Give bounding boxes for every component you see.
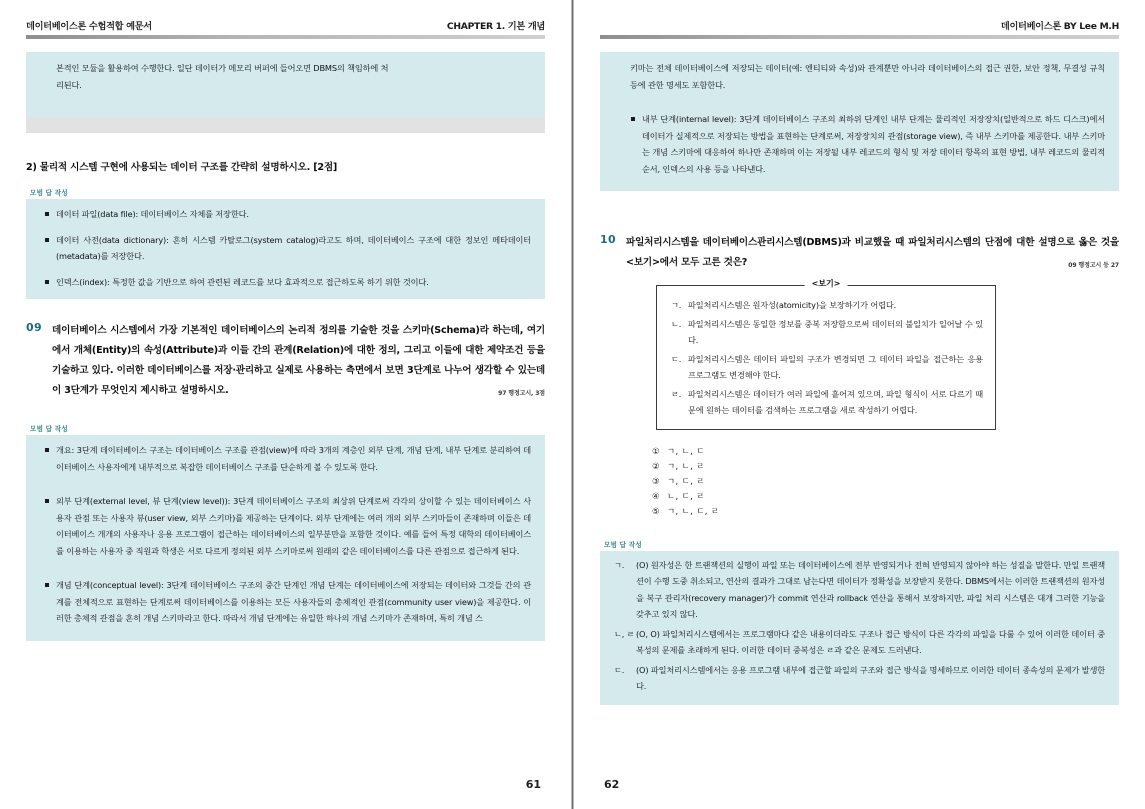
continued-line-2: 리된다. bbox=[56, 79, 82, 90]
square-bullet-icon bbox=[45, 583, 49, 587]
commentary-item-text: (O, O) 파일처리시스템에서는 프로그램마다 같은 내용이더라도 구조나 접근 방식이 다른 각각의 파일을 다룰 수 있어 이러한 데이터 중복성의 문제를 초래하게 된다. 이러한 데이터 중복성은 ㄹ과 같은 문제도 드러낸다. bbox=[636, 628, 1105, 655]
commentary-label: 모범 답 작성 bbox=[604, 540, 642, 549]
bogi-item-text: 파일처리시스템은 원자성(atomicity)을 보장하기가 어렵다. bbox=[688, 300, 897, 310]
choice-option[interactable] bbox=[652, 489, 1119, 504]
bogi-item-text: 파일처리시스템은 동일한 정보를 중복 저장함으로써 데이터의 불일치가 일어날 수 있다. bbox=[688, 318, 983, 345]
right-page-body bbox=[600, 52, 1119, 772]
choice-text: ㄱ, ㄴ, ㄷ bbox=[667, 445, 705, 456]
model-answer-box bbox=[26, 435, 545, 641]
sub-question-2: 2) 물리적 시스템 구현에 사용되는 데이터 구조를 간략히 설명하시오. [2점] bbox=[26, 162, 338, 173]
question-09 bbox=[26, 321, 545, 397]
answer-item-text: 개념 단계(conceptual level): 3단계 데이터베이스 구조의 중간 단계인 개념 단계는 데이터베이스에 저장되는 데이터와 그것들 간의 관계를 전체적으로 표현하는 단계로써 데이터베이스를 이용하는 모든 사용자들의 총체적인 관점(community user view)을 제공한다. 이러한 총체적 관점을 흔히 개념 스키마라고 한다. 따라서 개념 단계에는 유일한 하나의 개념 스키마가 존재하며, 특히 개념 스 bbox=[56, 580, 531, 623]
commentary-item bbox=[614, 662, 1105, 695]
square-bullet-icon bbox=[45, 212, 49, 216]
choice-number: ④ bbox=[652, 490, 660, 501]
answer-item-text: 외부 단계(external level, 뷰 단계(view level)): 3단계 데이터베이스 구조의 최상위 단계로써 각각의 상이할 수 있는 데이터베이스 사용자 관점 또는 사용자 뷰(user view, 외부 스키마)를 제공하는 단계이다. 외부 단계에는 여러 개의 외부 스키마들이 존재하며 이들은 데이터베이스 개개의 사용자나 응용 프로그램이 접근하는 데이터베이스의 일부분만을 포함한 것이다. 예를 들어 특정 대학의 데이터베이스를 이용하는 사용자 중 직원과 학생은 서로 다르게 정의된 외부 스키마로써 원래의 같은 데이터베이스를 다른 관점으로 접근하게 된다. bbox=[56, 496, 531, 556]
commentary-box bbox=[600, 551, 1119, 705]
square-bullet-icon bbox=[45, 448, 49, 452]
commentary-block bbox=[600, 539, 1119, 705]
right-page bbox=[573, 0, 1145, 809]
question-text: 파일처리시스템을 데이터베이스관리시스템(DBMS)과 비교했을 때 파일처리시스템의 단점에 대한 설명으로 옳은 것을 <보기>에서 모두 고른 것은? bbox=[626, 237, 1119, 268]
running-head-title: 데이터베이스론 수험적합 예문서 bbox=[26, 21, 152, 32]
answer-item-text: 데이터 사전(data dictionary): 흔히 시스템 카탈로그(system catalog)라고도 하며, 데이터베이스 구조에 대한 정보인 메타데이터(metadata)를 저장한다. bbox=[56, 234, 531, 261]
question-10 bbox=[600, 233, 1119, 269]
bogi-item bbox=[671, 297, 983, 314]
choice-option[interactable] bbox=[652, 474, 1119, 489]
continued-answer-box bbox=[600, 52, 1119, 191]
square-bullet-icon bbox=[631, 117, 635, 121]
answer-item bbox=[44, 274, 531, 291]
square-bullet-icon bbox=[45, 238, 49, 242]
answer-choices bbox=[652, 444, 1119, 519]
choice-option[interactable] bbox=[652, 459, 1119, 474]
answer-item bbox=[44, 577, 531, 627]
choice-text: ㄴ, ㄷ, ㄹ bbox=[667, 490, 705, 501]
answer-item bbox=[44, 232, 531, 265]
answer-item bbox=[44, 442, 531, 475]
continued-line-1: 본적인 모듈을 활용하여 수행한다. 일단 데이터가 메모리 버퍼에 들어오면 DBMS의 책임하에 처 bbox=[56, 63, 389, 73]
page-number-left: 61 bbox=[525, 778, 541, 791]
choice-number: ⑤ bbox=[652, 505, 660, 516]
question-number: 10 bbox=[600, 233, 616, 246]
model-answer-2 bbox=[26, 423, 545, 641]
commentary-item bbox=[614, 626, 1105, 659]
running-head-author: 데이터베이스론 BY Lee M.H bbox=[1000, 21, 1119, 32]
choice-number: ① bbox=[652, 445, 660, 456]
question-source: 09 행정고시 등 27 bbox=[1068, 262, 1119, 269]
bogi-item-text: 파일처리시스템은 데이터가 여러 파일에 흩어져 있으며, 파일 형식이 서로 다르기 때문에 원하는 데이터를 검색하는 프로그램을 새로 작성하기 어렵다. bbox=[688, 388, 983, 415]
commentary-item bbox=[614, 557, 1105, 623]
continued-answer-box bbox=[26, 52, 545, 117]
answer-item-text: 내부 단계(internal level): 3단계 데이터베이스 구조의 최하위 단계인 내부 단계는 물리적인 저장장치(일반적으로 하드 디스크)에서 데이터가 실제적으로 저장되는 방법을 표현하는 단계로써, 저장장치의 관점(storage view), 즉 내부 스키마를 제공한다. 내부 스키마는 개념 스키마에 대응하여 하나만 존재하며 이는 저장될 내부 레코드의 형식 및 저장 데이터 항목의 표현 방법, 내부 레코드의 물리적 순서, 인덱스의 사용 등을 나타낸다. bbox=[642, 114, 1105, 174]
left-page-body bbox=[26, 52, 545, 772]
choice-option[interactable] bbox=[652, 504, 1119, 519]
bogi-item bbox=[671, 386, 983, 419]
commentary-item-mark: ㄴ, ㄹ bbox=[614, 628, 635, 639]
choice-text: ㄱ, ㄷ, ㄹ bbox=[667, 475, 705, 486]
model-answer-box bbox=[26, 199, 545, 299]
square-bullet-icon bbox=[45, 280, 49, 284]
running-head-chapter: CHAPTER 1. 기본 개념 bbox=[446, 21, 545, 32]
answer-item bbox=[44, 206, 531, 223]
answer-item-text: 개요: 3단계 데이터베이스 구조는 데이터베이스 구조를 관점(view)에 따라 3개의 계층인 외부 단계, 개념 단계, 내부 단계로 분리하여 데이터베이스 사용자에게 내부적으로 복잡한 데이터베이스 구조를 단순하게 볼 수 있도록 한다. bbox=[56, 445, 531, 472]
question-number: 09 bbox=[26, 321, 42, 334]
commentary-item-text: (O) 원자성은 한 트랜잭션의 실행이 파일 또는 데이터베이스에 전부 반영되거나 전혀 반영되지 않아야 하는 성질을 말한다. 만일 트랜잭션이 수행 도중 취소되고, 연산의 결과가 그대로 남는다면 데이터가 정확성을 보장받지 못한다. DBMS에서는 이러한 트랜잭션의 원자성을 복구 관리자(recovery manager)가 commit 연산과 rollback 연산을 통해서 보장하지만, 파일 처리 시스템은 대개 그러한 기능을 갖추고 있지 않다. bbox=[636, 559, 1105, 619]
running-head-rule bbox=[26, 35, 545, 39]
bogi-item bbox=[671, 316, 983, 349]
left-running-head bbox=[26, 18, 545, 52]
commentary-item-text: (O) 파일처리시스템에서는 응용 프로그램 내부에 접근할 파일의 구조와 접근 방식을 명세하므로 이러한 데이터 종속성의 문제가 발생한다. bbox=[636, 664, 1105, 691]
commentary-item-mark: ㄷ. bbox=[614, 664, 625, 675]
choice-text: ㄱ, ㄴ, ㄹ bbox=[667, 460, 705, 471]
choice-number: ② bbox=[652, 460, 660, 471]
model-answer-label: 모범 답 작성 bbox=[30, 189, 68, 197]
bogi-item-mark: ㄷ. bbox=[671, 353, 682, 364]
bogi-block bbox=[656, 279, 996, 430]
bogi-item-text: 파일처리시스템은 데이터 파일의 구조가 변경되면 그 데이터 파일을 접근하는 응용 프로그램도 변경해야 한다. bbox=[688, 353, 983, 380]
bogi-caption: <보기> bbox=[805, 278, 848, 289]
running-head-rule bbox=[600, 35, 1119, 39]
bogi-item-mark: ㄴ. bbox=[671, 318, 682, 329]
bogi-item-mark: ㄱ. bbox=[671, 300, 682, 310]
right-running-head bbox=[600, 18, 1119, 52]
bogi-item bbox=[671, 351, 983, 384]
continued-box-footer bbox=[26, 117, 545, 133]
answer-item bbox=[630, 111, 1105, 177]
model-answer-label: 모범 답 작성 bbox=[30, 425, 68, 433]
answer-item-text: 인덱스(index): 특정한 값을 기반으로 하여 관련된 레코드를 보다 효과적으로 접근하도록 하기 위한 것이다. bbox=[56, 276, 429, 287]
commentary-item-mark: ㄱ. bbox=[614, 559, 625, 570]
choice-text: ㄱ, ㄴ, ㄷ, ㄹ bbox=[667, 505, 720, 516]
answer-item bbox=[44, 493, 531, 559]
left-page bbox=[0, 0, 572, 809]
choice-number: ③ bbox=[652, 475, 660, 486]
bogi-item-mark: ㄹ. bbox=[671, 388, 682, 399]
choice-option[interactable] bbox=[652, 444, 1119, 459]
model-answer-1 bbox=[26, 187, 545, 299]
continued-paragraph: 키마는 전체 데이터베이스에 저장되는 데이터(예: 엔티티와 속성)와 관계뿐만 아니라 데이터베이스의 접근 권한, 보안 정책, 무결성 규칙 등에 관한 명세도 포함한다. bbox=[630, 63, 1105, 90]
square-bullet-icon bbox=[45, 499, 49, 503]
bogi-box bbox=[656, 285, 996, 430]
page-number-right: 62 bbox=[604, 778, 620, 791]
answer-item-text: 데이터 파일(data file): 데이터베이스 자체를 저장한다. bbox=[56, 209, 249, 219]
question-source: 97 행정고시, 3점 bbox=[498, 390, 545, 397]
question-text: 데이터베이스 시스템에서 가장 기본적인 데이터베이스의 논리적 정의를 기술한 것을 스키마(Schema)라 하는데, 여기에서 개체(Entity)의 속성(Attribute)과 이들 간의 관계(Relation)에 대한 정의, 그리고 이들에 대한 제약조건 등을 기술하고 있다. 이러한 데이터베이스를 저장·관리하고 실제로 사용하는 측면에서 보면 3단계로 나누어 생각할 수 있는데 이 3단계가 무엇인지 제시하고 설명하시오. bbox=[52, 325, 545, 396]
